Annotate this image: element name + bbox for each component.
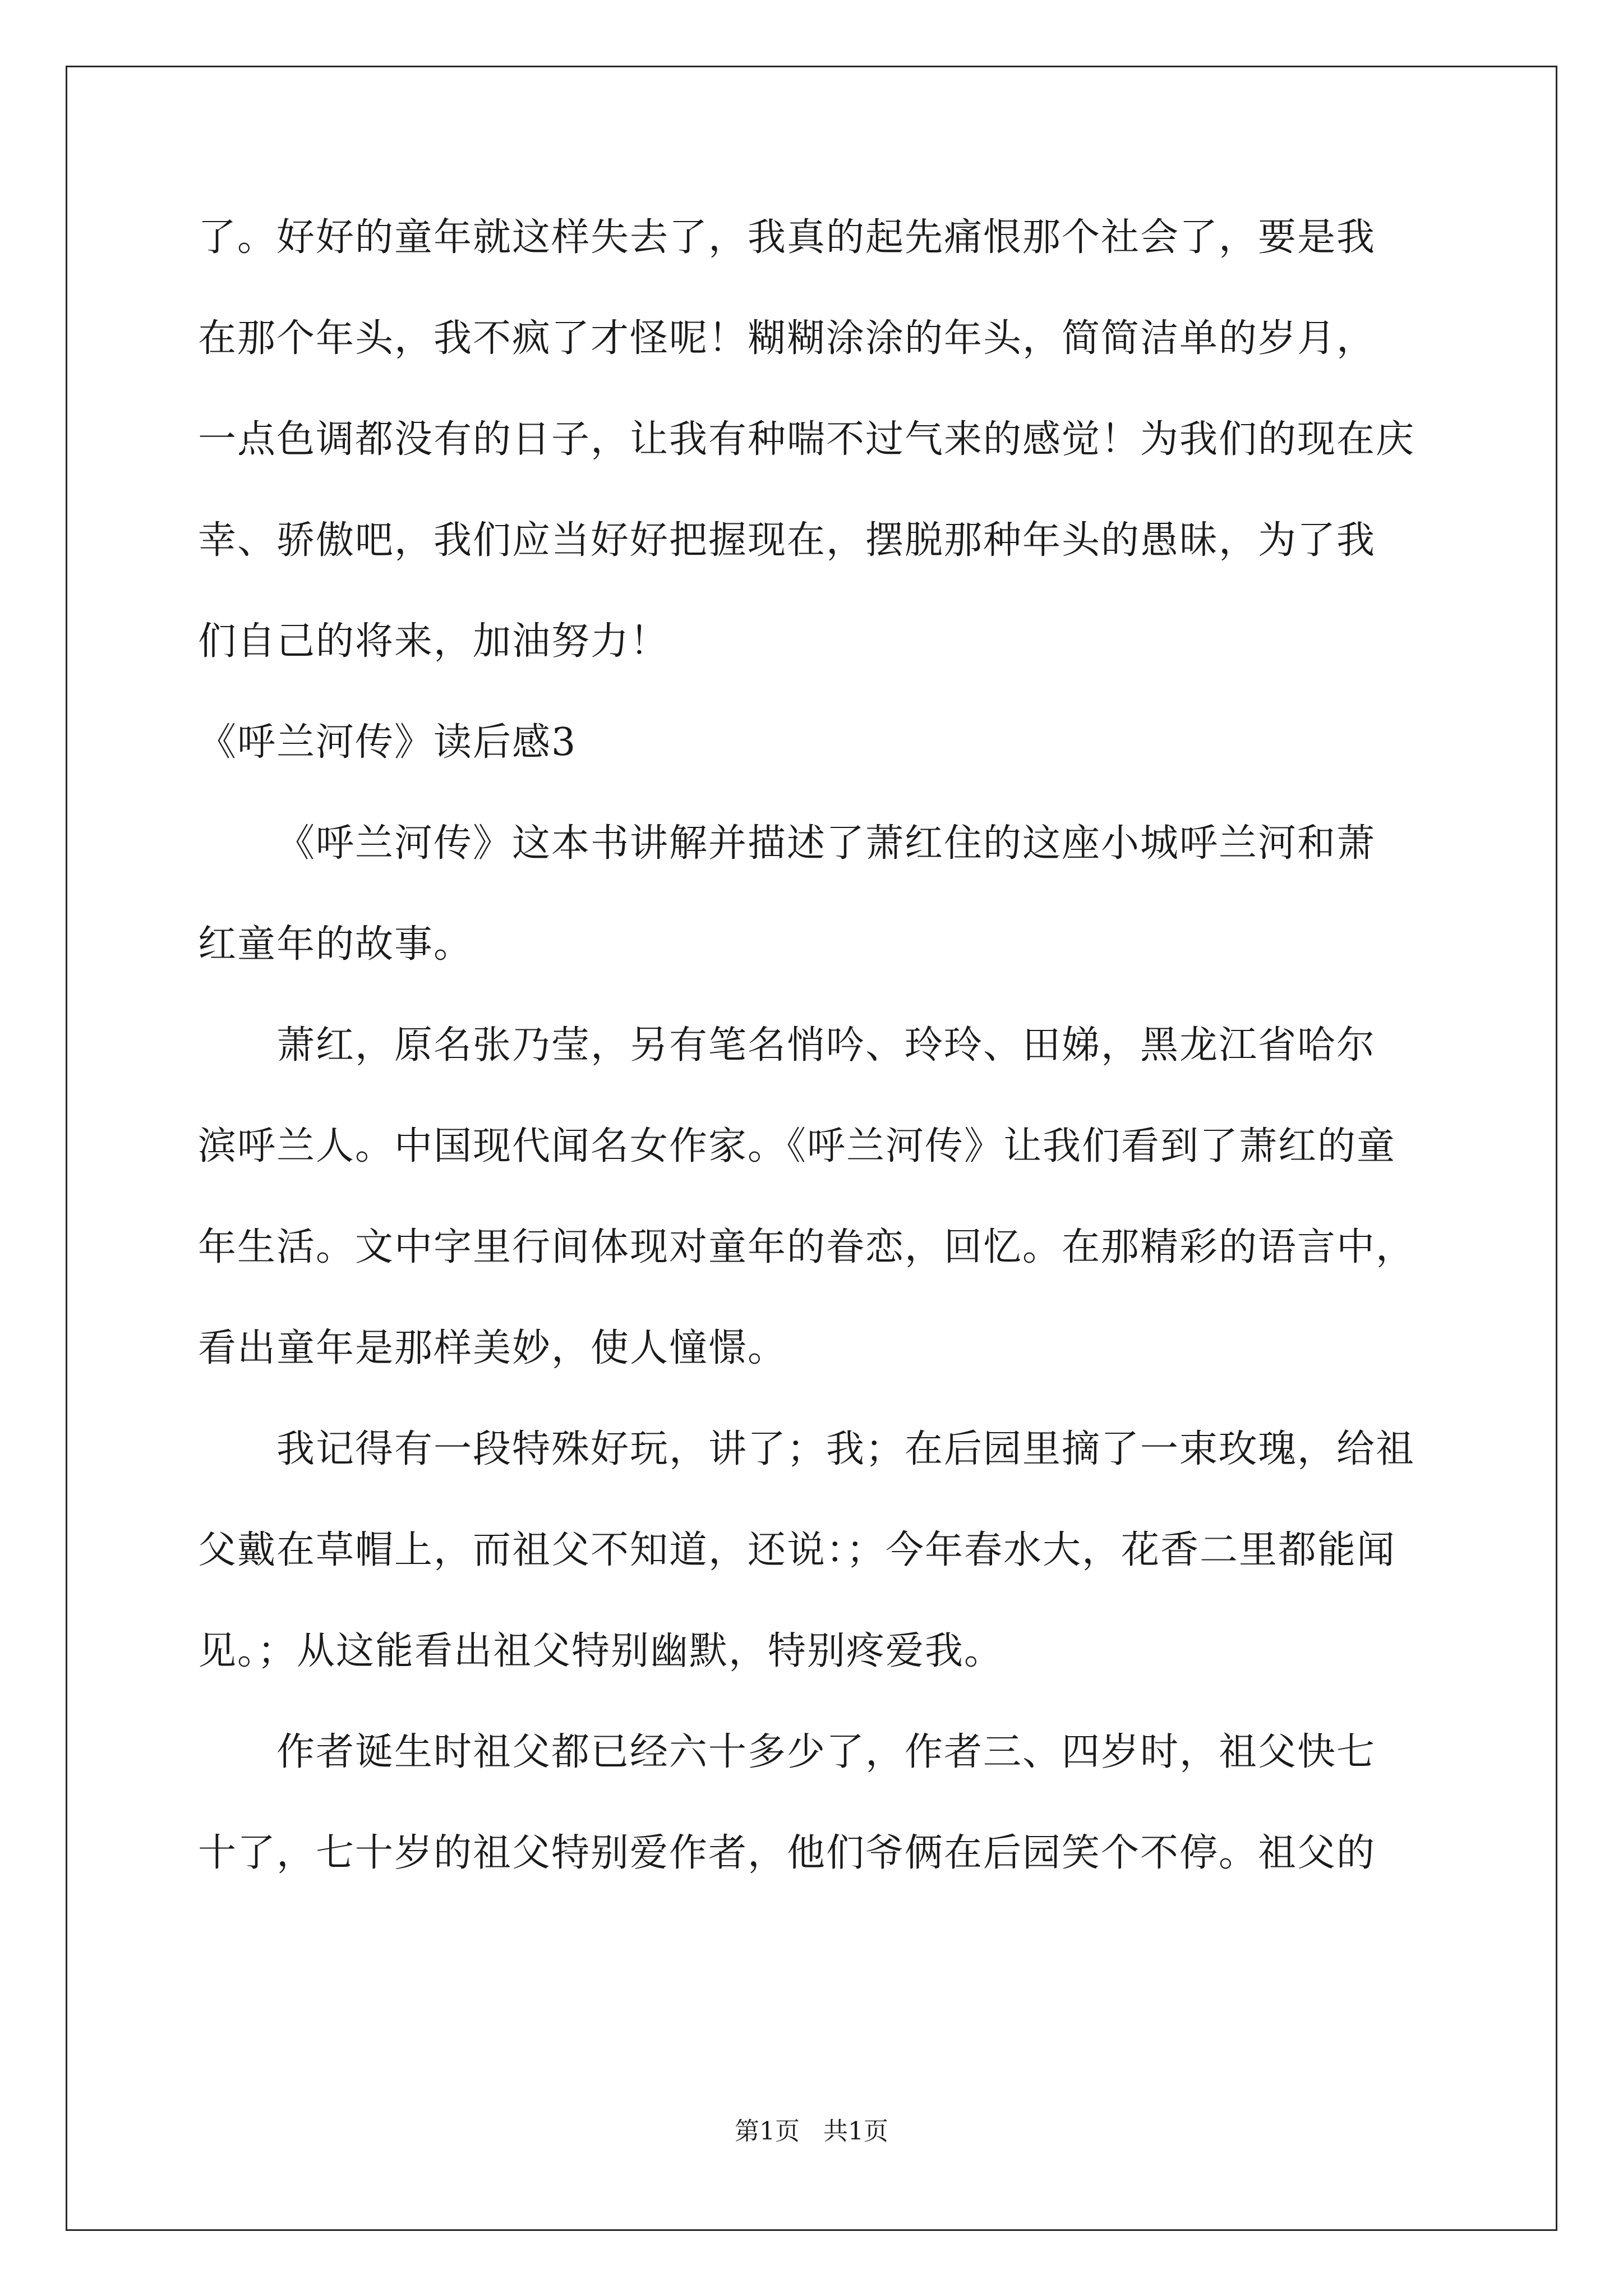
paragraph-first-line: 我记得有一段特殊好玩，讲了；我；在后园里摘了一束玫瑰，给祖 bbox=[276, 1427, 1415, 1471]
text-line: 们自己的将来，加油努力！ bbox=[198, 619, 670, 664]
text-line: 在那个年头，我不疯了才怪呢！糊糊涂涂的年头，简简洁单的岁月， bbox=[198, 316, 1376, 361]
text-line: 幸、骄傲吧，我们应当好好把握现在，摆脱那种年头的愚昧，为了我 bbox=[198, 518, 1376, 563]
text-line: 滨呼兰人。中国现代闻名女作家。《呼兰河传》让我们看到了萧红的童 bbox=[198, 1124, 1396, 1168]
text-line: 看出童年是那样美妙，使人憧憬。 bbox=[198, 1326, 787, 1370]
text-line: 年生活。文中字里行间体现对童年的眷恋，回忆。在那精彩的语言中， bbox=[198, 1225, 1415, 1269]
text-line: 父戴在草帽上，而祖父不知道，还说：；今年春水大，花香二里都能闻 bbox=[198, 1528, 1396, 1572]
text-line: 一点色调都没有的日子，让我有种喘不过气来的感觉！为我们的现在庆 bbox=[198, 417, 1415, 462]
page-footer: 第1页 共1页 bbox=[735, 2117, 888, 2146]
text-line: 见。；从这能看出祖父特别幽默，特别疼爱我。 bbox=[198, 1629, 1004, 1673]
text-line: 了。好好的童年就这样失去了，我真的起先痛恨那个社会了，要是我 bbox=[198, 215, 1376, 260]
section-heading: 《呼兰河传》读后感3 bbox=[198, 720, 577, 765]
text-line: 十了，七十岁的祖父特别爱作者，他们爷俩在后园笑个不停。祖父的 bbox=[198, 1831, 1376, 1875]
paragraph-first-line: 作者诞生时祖父都已经六十多少了，作者三、四岁时，祖父快七 bbox=[276, 1730, 1376, 1774]
paragraph-first-line: 《呼兰河传》这本书讲解并描述了萧红住的这座小城呼兰河和萧 bbox=[276, 821, 1376, 866]
text-line: 红童年的故事。 bbox=[198, 922, 473, 967]
paragraph-first-line: 萧红，原名张乃莹，另有笔名悄吟、玲玲、田娣，黑龙江省哈尔 bbox=[276, 1023, 1376, 1068]
